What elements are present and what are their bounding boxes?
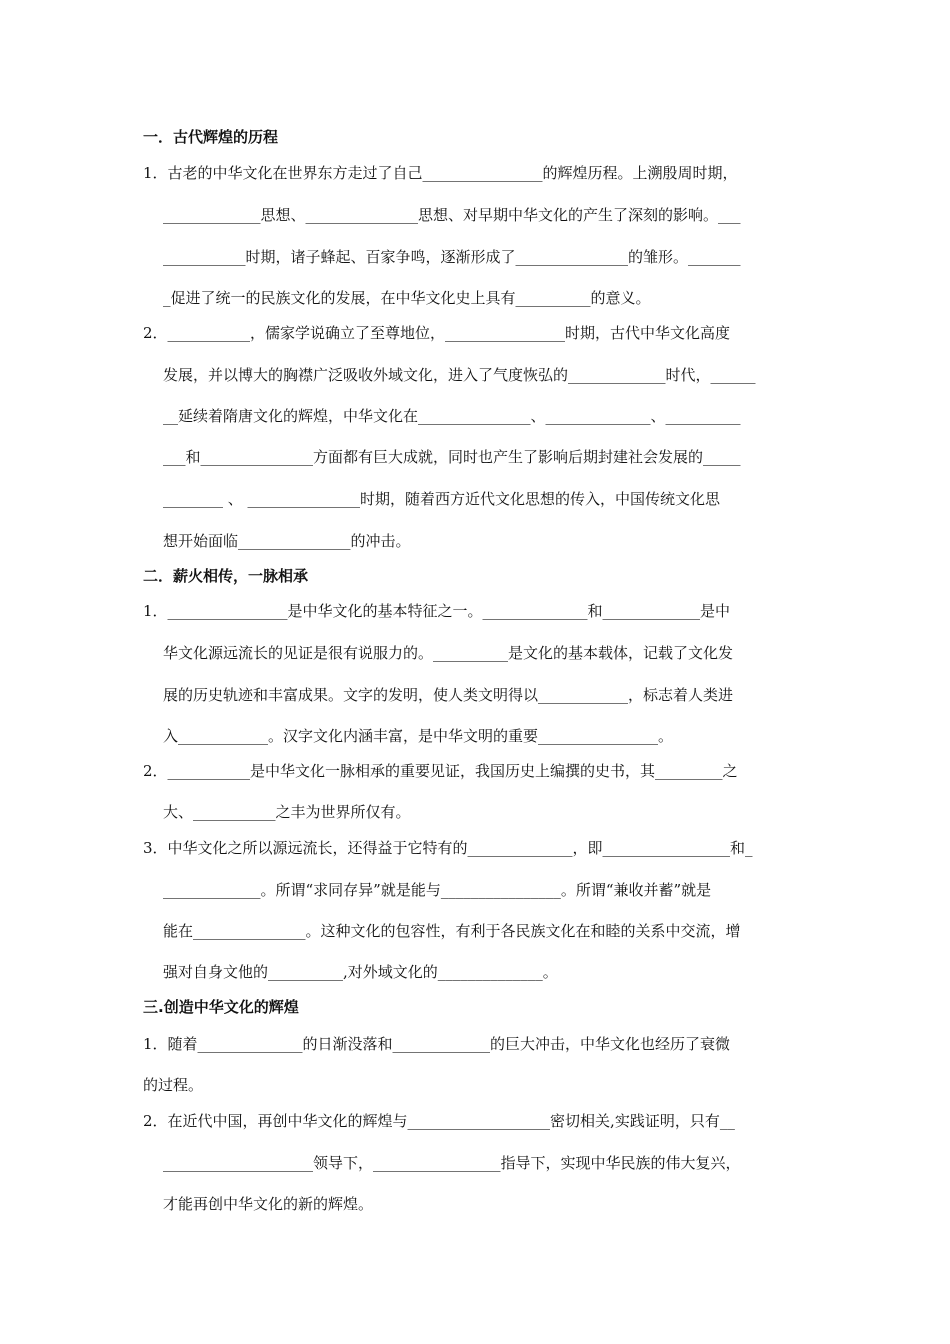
section-1-line: 2．___________，儒家学说确立了至尊地位，________________时期，古代中华文化高度 [143,324,731,342]
section-1-line: 1．古老的中华文化在世界东方走过了自己________________的辉煌历程。上溯殷周时期， [143,164,738,182]
section-1-line: ___________时期，诸子蜂起、百家争鸣，逐渐形成了_______________的雏形。_______ [163,248,741,266]
section-2-line: 强对自身文他的__________,对外域文化的______________。 [163,963,558,981]
section-2-line: 2．___________是中华文化一脉相承的重要见证，我国历史上编撰的史书，其_________之 [143,762,738,780]
section-1-title: 一．古代辉煌的历程 [143,128,279,146]
section-2-line: 能在_______________。这种文化的包容性，有利于各民族文化在和睦的关系中交流，增 [163,922,741,940]
section-3-line: 2．在近代中国，再创中华文化的辉煌与___________________密切相关,实践证明，只有__ [143,1112,735,1130]
section-1-line: _促进了统一的民族文化的发展，在中华文化史上具有__________的意义。 [163,289,651,307]
section-3-line: 才能再创中华文化的新的辉煌。 [163,1195,374,1213]
section-3-title: 三.创造中华文化的辉煌 [143,998,299,1016]
section-1-line: 发展，并以博大的胸襟广泛吸收外域文化，进入了气度恢弘的_____________时代，______ [163,366,756,384]
section-1-line: _____________思想、_______________思想、对早期中华文化的产生了深刻的影响。___ [163,206,741,224]
section-2-line: 大、___________之丰为世界所仅有。 [163,803,411,821]
section-3-line: 1．随着______________的日渐没落和_____________的巨大冲击，中华文化也经历了衰微 [143,1035,731,1053]
section-1-line: ________ 、 _______________时期，随着西方近代文化思想的传入，中国传统文化思 [163,490,721,508]
section-1-line: 想开始面临_______________的冲击。 [163,532,411,550]
section-3-line: 的过程。 [143,1076,204,1094]
section-2-line: _____________。所谓“求同存异”就是能与________________。所谓“兼收并蓄”就是 [163,881,712,899]
section-2-line: 华文化源远流长的见证是很有说服力的。__________是文化的基本载体，记载了文化发 [163,644,734,662]
section-2-line: 入____________。汉字文化内涵丰富，是中华文明的重要________________。 [163,727,674,745]
section-2-line: 3．中华文化之所以源远流长，还得益于它特有的______________，即_________________和_ [143,839,753,857]
section-2-title: 二．薪火相传，一脉相承 [143,567,309,585]
section-2-line: 展的历史轨迹和丰富成果。文字的发明，使人类文明得以____________，标志着人类进 [163,686,734,704]
section-2-line: 1．________________是中华文化的基本特征之一。______________和_____________是中 [143,602,731,620]
section-1-line: ___和_______________方面都有巨大成就，同时也产生了影响后期封建社会发展的_____ [163,448,741,466]
section-1-line: __延续着隋唐文化的辉煌，中华文化在_______________、______________、__________ [163,407,741,425]
section-3-line: ____________________领导下，_________________指导下，实现中华民族的伟大复兴， [163,1154,741,1172]
